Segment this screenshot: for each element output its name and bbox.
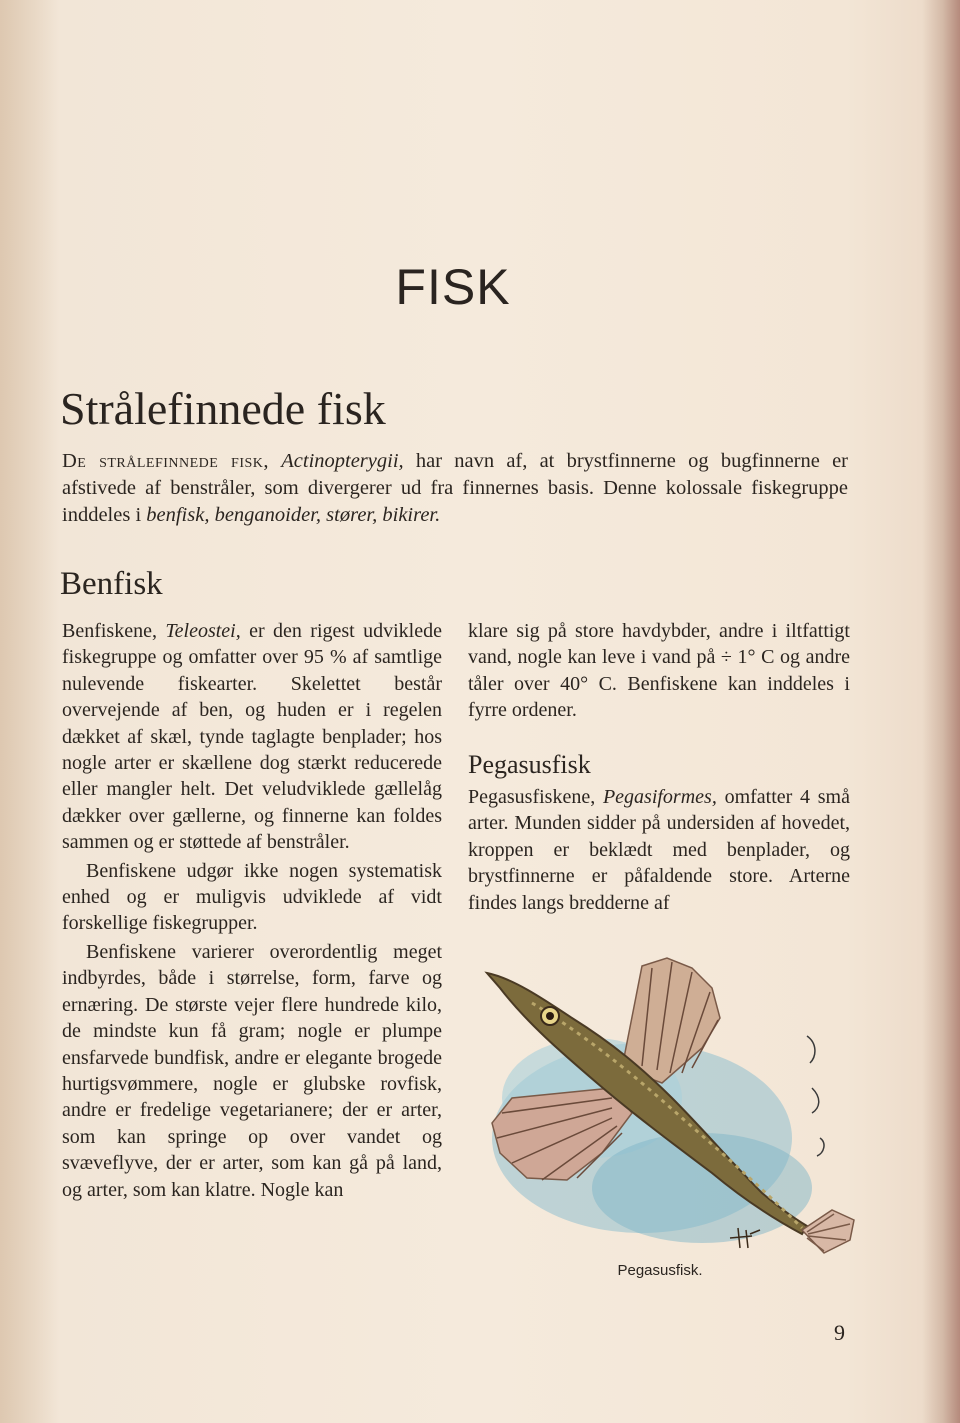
- benfisk-paragraph-4: klare sig på store havdybder, andre i iltfattigt vand, nogle kan leve i vand på ÷ 1° C og andre tåler over 40° C. Benfiskene kan inddeles i fyrre ordener.: [468, 620, 850, 722]
- intro-text: har navn af, at brystfinnerne og bugfinnerne er afstivede af benstråler, som divergerer ud fra finnernes basis. Denne kolossale fiskegruppe inddeles i: [62, 450, 848, 526]
- benfisk-paragraph-3: Benfiskene varierer overordentlig meget indbyrdes, både i størrelse, form, farve og ernæring. De største vejer flere hundrede kilo, de mindste kun få gram; nogle er plumpe ensfarvede bundfisk, andre er elegante brogede hurtigsvømmere, nogle er glubske rovfisk, andre er fredelige vegetarianere; der er arter, som kan springe op over vandet og svæveflyve, der er arter, som kan gå på land, og arter, som kan klatre. Nogle kan: [62, 940, 442, 1201]
- intro-latin: Actinopterygii,: [281, 450, 404, 472]
- page-edge-shadow: [922, 0, 960, 1423]
- benfisk-p1-start: Benfiskene,: [62, 620, 166, 642]
- intro-lead: De strålefinnede fisk,: [62, 450, 270, 472]
- benfisk-heading: Benfisk: [60, 566, 163, 602]
- pegasus-p-rest: omfatter 4 små arter. Munden sidder på undersiden af hovedet, kroppen er beklædt med benplader, og brystfinnerne er påfaldende store. Arterne findes langs bredderne af: [468, 786, 850, 914]
- pegasus-latin: Pegasiformes,: [602, 786, 717, 809]
- tail-fin: [802, 1210, 854, 1253]
- left-column: [62, 618, 442, 1203]
- figure-caption: Pegasusfisk.: [617, 1262, 703, 1279]
- benfisk-latin: Teleostei,: [165, 620, 241, 642]
- section-heading: Strålefinnede fisk: [60, 383, 386, 434]
- intro-paragraph: [62, 448, 848, 529]
- pegasus-p-start: Pegasusfiskene,: [468, 786, 603, 809]
- benfisk-paragraph-1: [62, 618, 442, 856]
- pegasusfisk-paragraph: [468, 784, 850, 916]
- page-number: 9: [834, 1320, 845, 1345]
- benfisk-paragraph-2: Benfiskene udgør ikke nogen systematisk enhed og er muligvis udviklede af vidt forskellige fiskegrupper.: [62, 859, 442, 935]
- pegasus-fish-illustration: [472, 948, 862, 1278]
- page-title: FISK: [395, 259, 511, 315]
- benfisk-p1-rest: er den rigest udviklede fiskegruppe og omfatter over 95 % af samtlige nulevende fiskearter. Skelettet består overvejende af ben, og huden er i regelen dækket af skæl, tynde taglagte benplader; hos nogle arter er skællene dog stærkt reducerede eller mangler helt. Det veludviklede gællelåg dækker over gællerne, og finnerne kan foldes sammen og er støttede af benstråler.: [62, 620, 442, 854]
- right-column: [468, 618, 850, 916]
- page-gutter-shadow: [0, 0, 60, 1423]
- intro-groups: benfisk, benganoider, stører, bikirer.: [146, 504, 441, 526]
- pegasusfisk-heading: Pegasusfisk: [468, 749, 591, 779]
